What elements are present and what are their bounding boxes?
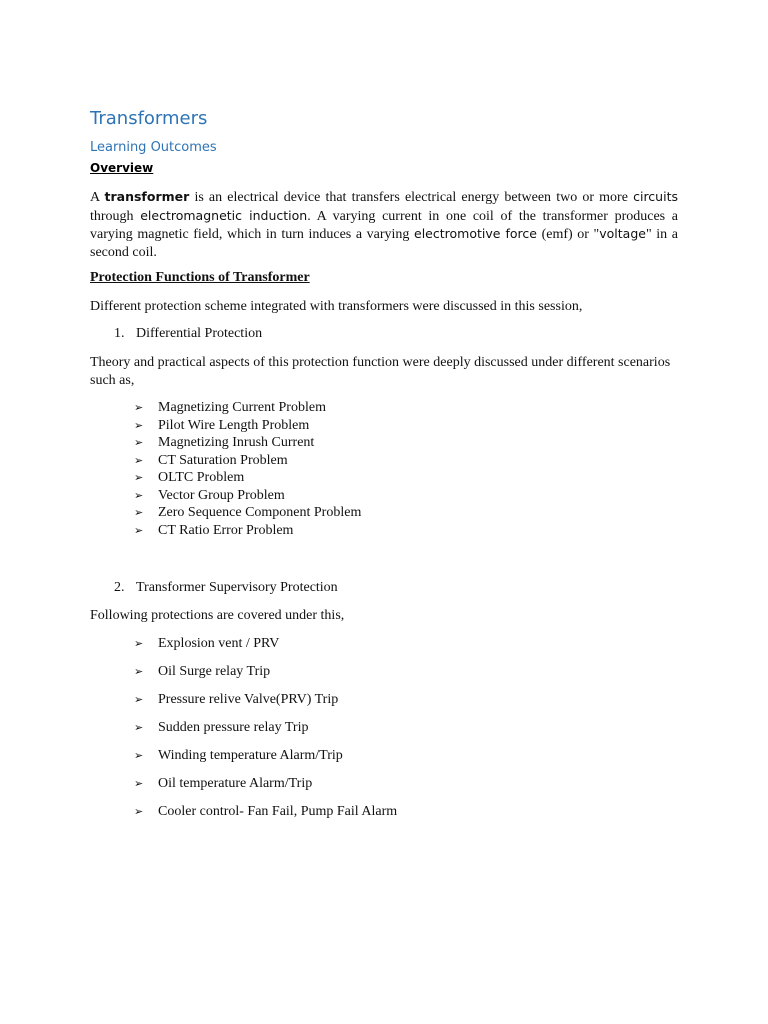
arrow-bullet-icon: ➢ xyxy=(134,523,144,537)
bullet-item xyxy=(90,719,678,747)
arrow-bullet-icon: ➢ xyxy=(134,665,144,678)
item-label: Transformer Supervisory Protection xyxy=(136,580,338,595)
bullet-text: Pressure relive Valve(PRV) Trip xyxy=(158,692,339,707)
bullet-text: Explosion vent / PRV xyxy=(158,636,280,651)
overview-paragraph xyxy=(90,188,678,262)
arrow-bullet-icon: ➢ xyxy=(134,637,144,650)
bullet-text: Pilot Wire Length Problem xyxy=(158,417,310,433)
supervisory-description: Following protections are covered under this, xyxy=(90,608,345,623)
bullet-text: Winding temperature Alarm/Trip xyxy=(158,748,343,763)
item-number: 2. xyxy=(114,580,125,595)
bullet-item xyxy=(90,522,678,540)
bullet-text: Zero Sequence Component Problem xyxy=(158,505,362,520)
bullet-text: Vector Group Problem xyxy=(158,487,285,503)
bullet-item xyxy=(90,417,678,435)
arrow-bullet-icon: ➢ xyxy=(134,721,144,734)
overview-text-7: . A varying current in one coil of the transformer produces a varying magnetic field, which in turn induces a varying xyxy=(90,208,678,243)
arrow-bullet-icon: ➢ xyxy=(134,436,144,449)
document-title: Transformers xyxy=(90,108,208,129)
differential-bullet-list xyxy=(90,399,678,539)
bullet-text: CT Saturation Problem xyxy=(158,452,288,468)
arrow-bullet-icon: ➢ xyxy=(134,471,144,484)
overview-text-11: " in a second coil. xyxy=(90,227,678,261)
arrow-bullet-icon: ➢ xyxy=(134,401,144,414)
arrow-bullet-icon: ➢ xyxy=(134,777,144,790)
item-label: Differential Protection xyxy=(136,326,263,341)
bullet-text: Sudden pressure relay Trip xyxy=(158,720,309,735)
arrow-bullet-icon: ➢ xyxy=(134,506,144,519)
overview-text-1: A xyxy=(90,190,105,205)
bullet-item xyxy=(90,747,678,775)
bullet-text: Magnetizing Inrush Current xyxy=(158,435,315,450)
overview-text-5: through xyxy=(90,208,141,224)
arrow-bullet-icon: ➢ xyxy=(134,418,144,432)
overview-heading: Overview xyxy=(90,161,154,175)
arrow-bullet-icon: ➢ xyxy=(134,749,144,762)
term-circuits: circuits xyxy=(633,189,678,204)
bullet-item xyxy=(90,452,678,470)
bullet-text: Magnetizing Current Problem xyxy=(158,400,326,415)
bullet-item xyxy=(90,504,678,522)
bullet-item xyxy=(90,691,678,719)
arrow-bullet-icon: ➢ xyxy=(134,488,144,502)
bullet-item xyxy=(90,663,678,691)
bullet-item xyxy=(90,635,678,663)
intro-paragraph: Different protection scheme integrated with transformers were discussed in this session, xyxy=(90,299,583,314)
arrow-bullet-icon: ➢ xyxy=(134,453,144,467)
term-transformer: transformer xyxy=(104,189,190,204)
bullet-item xyxy=(90,487,678,505)
bullet-item xyxy=(90,775,678,803)
supervisory-bullet-list xyxy=(90,635,678,831)
bullet-text: Oil Surge relay Trip xyxy=(158,664,271,679)
bullet-text: Oil temperature Alarm/Trip xyxy=(158,776,313,791)
term-electromagnetic-induction: electromagnetic induction xyxy=(140,207,308,223)
overview-text-9: (emf) or " xyxy=(537,227,600,243)
overview-text-3: is an electrical device that transfers electrical energy between two or more xyxy=(189,190,634,205)
arrow-bullet-icon: ➢ xyxy=(134,693,144,706)
bullet-text: OLTC Problem xyxy=(158,470,245,485)
item-number: 1. xyxy=(114,326,125,341)
bullet-item xyxy=(90,434,678,452)
term-voltage: voltage xyxy=(599,226,646,242)
document-subtitle: Learning Outcomes xyxy=(90,140,217,155)
differential-description: Theory and practical aspects of this protection function were deeply discussed under different scenarios such as, xyxy=(90,355,671,388)
arrow-bullet-icon: ➢ xyxy=(134,805,144,818)
bullet-item xyxy=(90,399,678,417)
section-heading: Protection Functions of Transformer xyxy=(90,270,310,285)
bullet-text: Cooler control- Fan Fail, Pump Fail Alarm xyxy=(158,804,398,819)
term-electromotive-force: electromotive force xyxy=(414,226,537,242)
bullet-text: CT Ratio Error Problem xyxy=(158,522,294,538)
bullet-item xyxy=(90,469,678,487)
bullet-item xyxy=(90,803,678,831)
